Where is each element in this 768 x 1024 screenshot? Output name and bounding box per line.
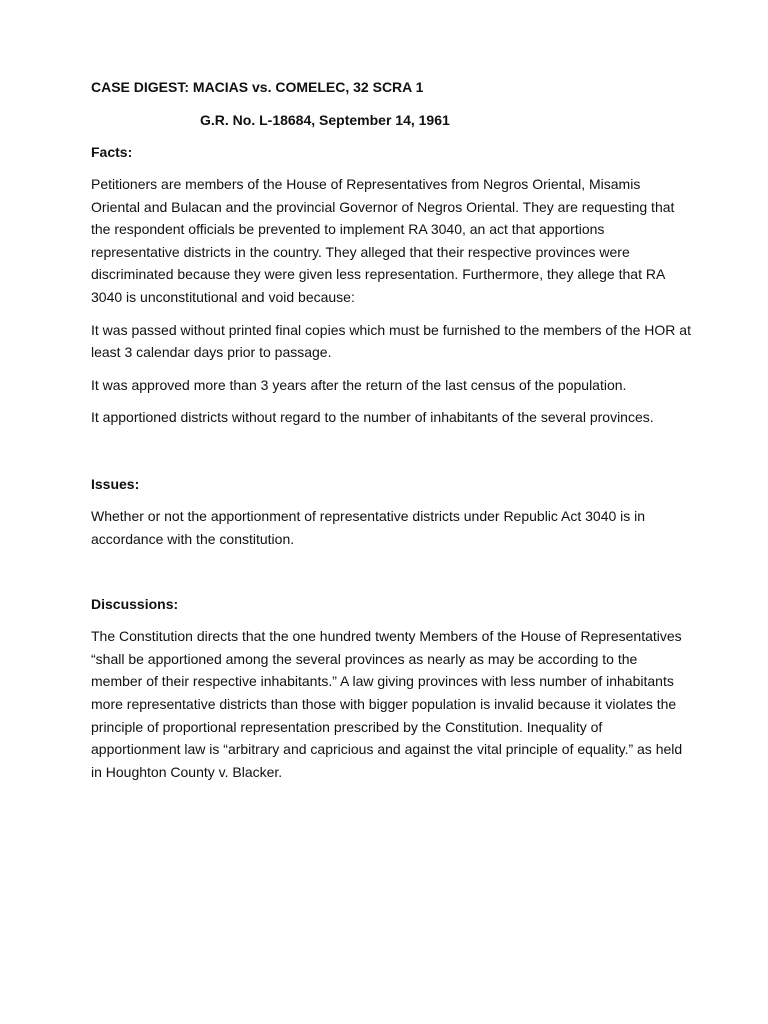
facts-paragraph-1: Petitioners are members of the House of Representatives from Negros Oriental, Misamis Oriental and Bulacan and the provincial Governor of Negros Oriental. They are requesting that the respondent officials be prevented to implement RA 3040, an act that apportions representative districts in the country. They alleged that their respective provinces were discriminated because they were given less representation. Furthermore, they allege that RA 3040 is unconstitutional and void because: xyxy=(91,176,675,305)
facts-paragraph-3: It was approved more than 3 years after the return of the last census of the population. xyxy=(91,376,627,393)
document-subtitle: G.R. No. L-18684, September 14, 1961 xyxy=(200,112,450,128)
document-title: CASE DIGEST: MACIAS vs. COMELEC, 32 SCRA 1 xyxy=(91,79,424,95)
facts-paragraph-2: It was passed without printed final copies which must be furnished to the members of the HOR at least 3 calendar days prior to passage. xyxy=(91,321,691,361)
discussions-heading: Discussions: xyxy=(91,596,179,613)
document-body xyxy=(91,76,691,783)
discussions-paragraph-1: The Constitution directs that the one hundred twenty Members of the House of Representatives “shall be apportioned among the several provinces as nearly as may be according to the member of their respective inhabitants.” A law giving provinces with less number of inhabitants more representative districts than those with bigger population is invalid because it violates the principle of proportional representation prescribed by the Constitution. Inequality of apportionment law is “arbitrary and capricious and against the vital principle of equality.” as held in Houghton County v. Blacker. xyxy=(91,628,683,780)
facts-paragraph-4: It apportioned districts without regard to the number of inhabitants of the several provinces. xyxy=(91,409,654,426)
facts-heading: Facts: xyxy=(91,144,133,160)
issues-paragraph-1: Whether or not the apportionment of representative districts under Republic Act 3040 is in accordance with the constitution. xyxy=(91,507,646,547)
issues-heading: Issues: xyxy=(91,475,140,492)
